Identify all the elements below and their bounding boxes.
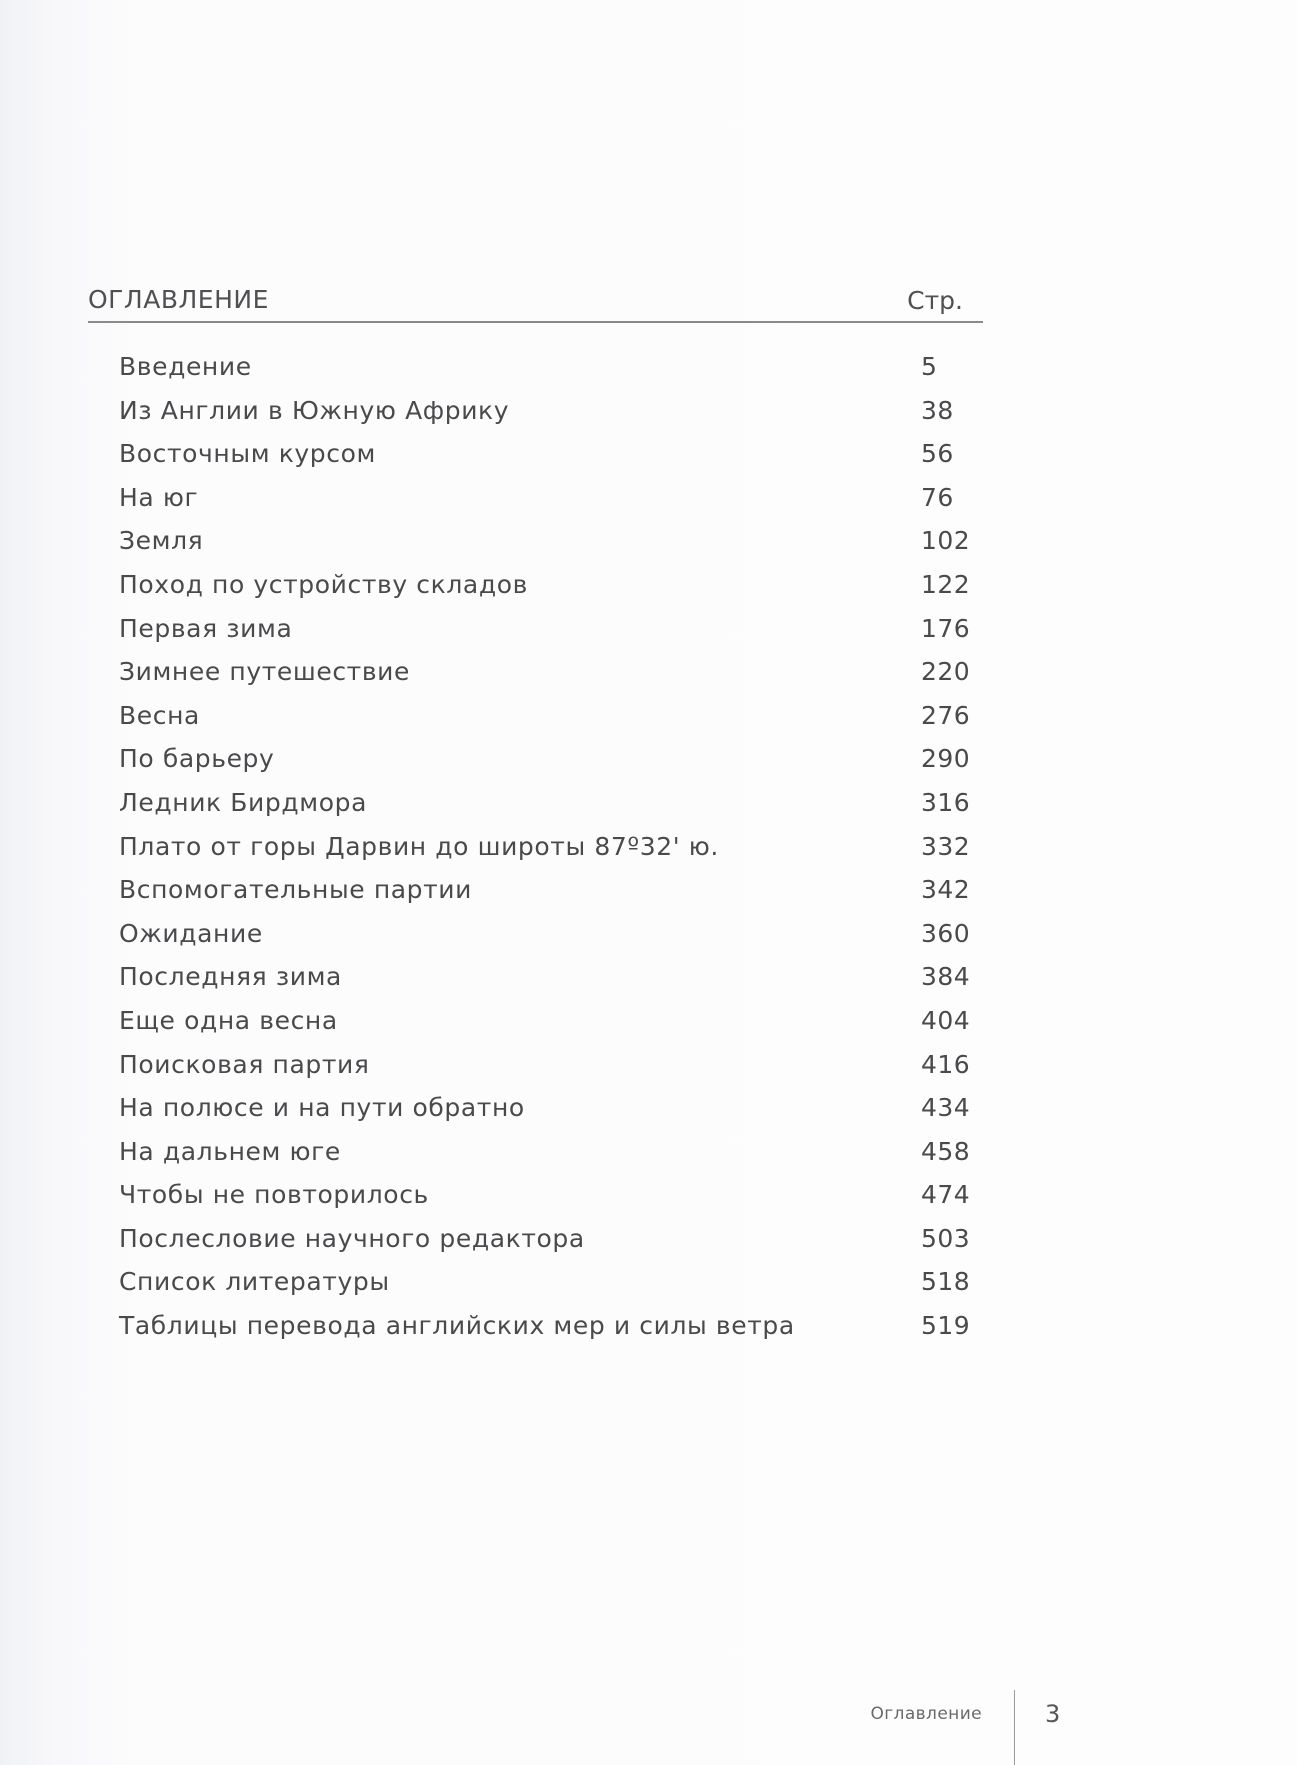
toc-entry-title: Поход по устройству складов (119, 569, 528, 599)
toc-entry-page: 56 (921, 439, 954, 469)
toc-entry (88, 781, 983, 825)
toc-entry-title: Еще одна весна (119, 1005, 338, 1035)
toc-entry (88, 1304, 983, 1348)
toc-entry-title: Поисковая партия (119, 1049, 370, 1079)
toc-entry-page: 434 (921, 1093, 971, 1123)
toc-entry-title: Таблицы перевода английских мер и силы ветра (119, 1311, 795, 1341)
toc-entry-page: 384 (921, 962, 971, 992)
toc-entry-title: Весна (119, 700, 200, 730)
toc-entry-page: 342 (921, 875, 971, 905)
toc-entry-page: 5 (921, 352, 938, 381)
toc-entry-page: 458 (921, 1136, 971, 1166)
toc-entry-page: 176 (921, 613, 971, 643)
toc-entry (88, 1217, 983, 1261)
toc-entry-title: Плато от горы Дарвин до широты 87º32' ю. (119, 831, 719, 861)
toc-entry (88, 563, 983, 607)
toc-title: ОГЛАВЛЕНИЕ (88, 285, 269, 314)
toc-entry-title: Ледник Бирдмора (119, 787, 368, 817)
toc-entry-title: Список литературы (119, 1267, 390, 1297)
toc-entry-title: Вспомогательные партии (119, 875, 473, 905)
toc-entry-page: 416 (921, 1049, 971, 1079)
toc-entry (88, 1260, 983, 1304)
toc-entry (88, 955, 983, 999)
toc-entry-title: Из Англии в Южную Африку (119, 395, 510, 425)
toc-entry-title: Последняя зима (119, 962, 342, 992)
toc-entry-page: 518 (921, 1267, 971, 1297)
toc-entry-page: 316 (921, 787, 971, 817)
toc-entry-page: 360 (921, 918, 971, 948)
toc-entry (88, 432, 983, 476)
toc-entry-title: Зимнее путешествие (119, 657, 411, 687)
toc-entry-page: 503 (921, 1223, 971, 1253)
toc-entry (88, 519, 983, 563)
toc-entry (88, 868, 983, 912)
toc-entry-page: 519 (921, 1311, 971, 1341)
toc-entry (88, 1130, 983, 1174)
toc-entry-page: 220 (921, 657, 971, 687)
toc-entry (88, 650, 983, 694)
toc-entry (88, 345, 983, 389)
toc-entry (88, 476, 983, 520)
toc-list (88, 345, 983, 1348)
toc-entry-page: 122 (921, 569, 971, 599)
toc-entry (88, 694, 983, 738)
toc-entry-page: 290 (921, 744, 971, 774)
toc-entry-title: Ожидание (119, 918, 263, 948)
toc-entry (88, 1173, 983, 1217)
toc-entry (88, 389, 983, 433)
toc-entry-title: Первая зима (119, 613, 293, 643)
toc-entry-page: 332 (921, 831, 971, 861)
table-of-contents (88, 285, 983, 1341)
toc-entry (88, 999, 983, 1043)
toc-entry-title: Земля (119, 526, 204, 556)
toc-entry-title: Послесловие научного редактора (119, 1223, 585, 1253)
toc-entry-title: Чтобы не повторилось (119, 1180, 429, 1210)
footer-page-number: 3 (1045, 1700, 1061, 1728)
toc-entry-title: По барьеру (119, 744, 275, 774)
toc-entry (88, 1086, 983, 1130)
toc-entry-page: 404 (921, 1005, 971, 1035)
toc-entry-title: На юг (119, 482, 199, 512)
toc-entry (88, 607, 983, 651)
toc-entry-page: 276 (921, 700, 971, 730)
toc-page-column-label: Стр. (907, 286, 963, 315)
toc-entry-page: 76 (921, 482, 954, 512)
footer-section-label: Оглавление (870, 1704, 982, 1724)
toc-entry-page: 38 (921, 395, 954, 425)
toc-header (88, 285, 983, 323)
toc-entry-page: 102 (921, 526, 971, 556)
toc-entry-page: 474 (921, 1180, 971, 1210)
toc-entry (88, 825, 983, 869)
toc-entry-title: Восточным курсом (119, 439, 376, 469)
toc-entry-title: На полюсе и на пути обратно (119, 1093, 525, 1123)
toc-entry (88, 1043, 983, 1087)
toc-entry-title: На дальнем юге (119, 1136, 341, 1166)
toc-entry-title: Введение (119, 352, 252, 381)
toc-entry (88, 912, 983, 956)
toc-entry (88, 737, 983, 781)
